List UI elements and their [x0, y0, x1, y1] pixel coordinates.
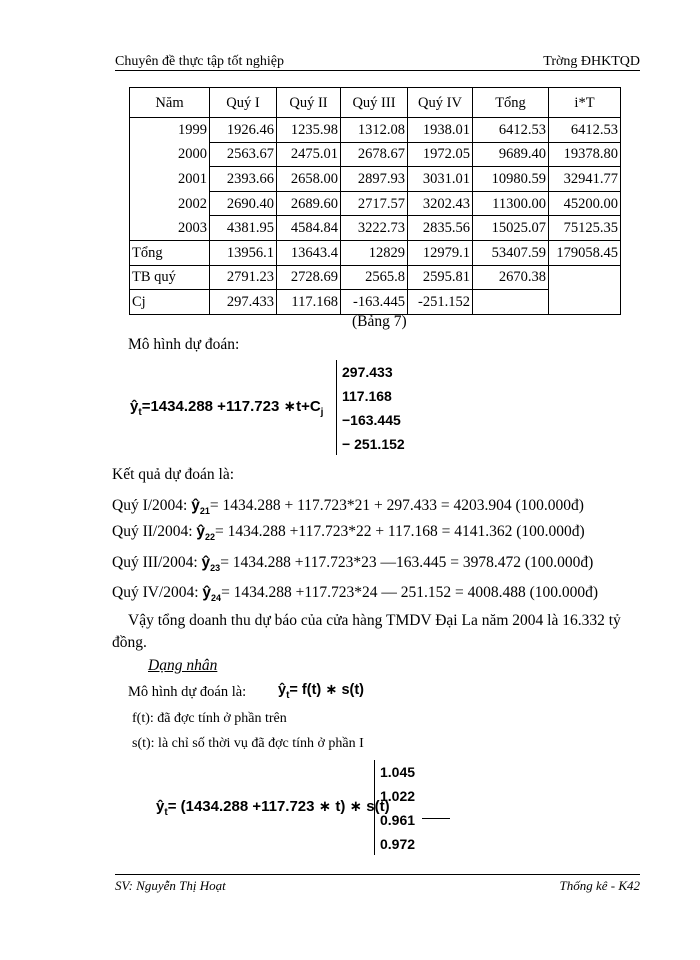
yhat-symbol: ŷ — [278, 682, 287, 698]
table-cell: 1972.05 — [408, 142, 473, 167]
table-cell: 12829 — [341, 240, 408, 265]
table-cell: Cj — [130, 290, 210, 315]
table-cell: 9689.40 — [473, 142, 549, 167]
result-q1: Quý I/2004: $ŷ_{21}= 1434.288 + 117.723*21 + 297.433 = 4203.904$ (100.000đ) — [112, 497, 584, 517]
case-value: 297.433 — [342, 364, 393, 380]
table-row — [130, 265, 621, 290]
ft-description: f(t): đã đợc tính ở phần trên — [132, 711, 287, 726]
conclusion-line-1: Vậy tổng doanh thu dự báo của cửa hàng TMDV Đại La năm 2004 là 16.332 tỷ — [128, 612, 621, 629]
col-header: i*T — [549, 88, 621, 118]
header-left: Chuyên đề thực tập tốt nghiệp — [115, 54, 284, 69]
table-cell: 2670.38 — [473, 265, 549, 290]
section-heading: Dạng nhân — [148, 657, 218, 674]
col-header: Quý IV — [408, 88, 473, 118]
table-cell: 2835.56 — [408, 216, 473, 241]
table-cell: -251.152 — [408, 290, 473, 315]
formula-text: =1434.288 +117.723 ∗t+C — [141, 398, 321, 415]
footer-rule — [115, 874, 640, 875]
result-expr: = 1434.288 +117.723*22 + 117.168 = 4141.362 (100.000đ) — [215, 523, 585, 540]
table-cell: 2728.69 — [277, 265, 341, 290]
table-header-row — [130, 88, 621, 118]
table-cell: 45200.00 — [549, 191, 621, 216]
formula-text: = (1434.288 +117.723 ∗ t) ∗ s(t) — [167, 798, 390, 815]
model-mult-title: Mô hình dự đoán là: — [128, 684, 247, 700]
c-subscript: j — [320, 407, 324, 418]
model-add-formula — [130, 397, 323, 418]
table-cell: 2658.00 — [277, 167, 341, 192]
result-q4: Quý IV/2004: $ŷ_{24}= 1434.288 +117.723*24$ — 251.152 = 4008.488 (100.000đ) — [112, 584, 599, 604]
case-value: −163.445 — [342, 412, 401, 428]
table-cell: 1938.01 — [408, 118, 473, 143]
table-cell: 117.168 — [277, 290, 341, 315]
header-rule — [115, 70, 640, 71]
table-row — [130, 216, 621, 241]
table-cell: 10980.59 — [473, 167, 549, 192]
table-cell: 2690.40 — [210, 191, 277, 216]
table-cell: 1999 — [130, 118, 210, 143]
table-cell: 2563.67 — [210, 142, 277, 167]
result-label: Quý III/2004: — [112, 554, 202, 571]
results-title: Kết quả dự đoán là: — [112, 466, 235, 483]
case-value: − 251.152 — [342, 436, 405, 452]
table-cell: 1312.08 — [341, 118, 408, 143]
yhat-subscript: t — [286, 689, 290, 701]
col-header: Quý III — [341, 88, 408, 118]
table-cell: 12979.1 — [408, 240, 473, 265]
yhat-symbol: ŷ — [156, 798, 165, 815]
yhat-subscript: t — [164, 807, 168, 818]
trailing-rule — [422, 818, 450, 819]
yhat-symbol: ŷ — [130, 398, 139, 415]
table-cell: 53407.59 — [473, 240, 549, 265]
table-cell: 11300.00 — [473, 191, 549, 216]
result-label: Quý I/2004: — [112, 497, 192, 514]
page-footer — [115, 878, 640, 894]
footer-left: SV: Nguyễn Thị Hoạt — [115, 878, 226, 893]
table-cell: TB quý — [130, 265, 210, 290]
table-cell: 2001 — [130, 167, 210, 192]
page-header — [115, 54, 640, 70]
result-expr: = 1434.288 + 117.723*21 + 297.433 = 4203.904 (100.000đ) — [209, 497, 584, 514]
table-cell: 1235.98 — [277, 118, 341, 143]
table-cell: 2000 — [130, 142, 210, 167]
table-cell: -163.445 — [341, 290, 408, 315]
case-value: 0.961 — [380, 812, 416, 828]
brace-add — [336, 360, 337, 455]
table-cell: 13956.1 — [210, 240, 277, 265]
table-cell: 2003 — [130, 216, 210, 241]
case-value: 1.045 — [380, 764, 416, 780]
table-cell: 32941.77 — [549, 167, 621, 192]
table-cell: 6412.53 — [473, 118, 549, 143]
cases-add — [342, 360, 405, 456]
case-value: 1.022 — [380, 788, 416, 804]
table-cell: 3222.73 — [341, 216, 408, 241]
result-expr: = 1434.288 +117.723*23 —163.445 = 3978.472 (100.000đ) — [220, 554, 594, 571]
table-row — [130, 167, 621, 192]
result-q2: Quý II/2004: $ŷ_{22}= 1434.288 +117.723*22 + 117.168 = 4141.362$ (100.000đ) — [112, 523, 585, 543]
table-cell: 2897.93 — [341, 167, 408, 192]
table-cell — [549, 265, 621, 314]
result-q3: Quý III/2004: $ŷ_{23}= 1434.288 +117.723*23$ —163.445 = 3978.472 (100.000đ) — [112, 554, 594, 574]
table-cell: 3031.01 — [408, 167, 473, 192]
model-mult-formula — [156, 797, 390, 818]
table-cell: 1926.46 — [210, 118, 277, 143]
result-sub: 23 — [210, 563, 221, 574]
table-cell: 13643.4 — [277, 240, 341, 265]
table-row — [130, 142, 621, 167]
table-cell: 75125.35 — [549, 216, 621, 241]
table-cell: 3202.43 — [408, 191, 473, 216]
table-cell: 2002 — [130, 191, 210, 216]
case-value: 117.168 — [342, 388, 392, 404]
table-cell: 4584.84 — [277, 216, 341, 241]
col-header: Tổng — [473, 88, 549, 118]
table-row — [130, 118, 621, 143]
table-row — [130, 240, 621, 265]
table-cell — [473, 290, 549, 315]
table-cell: 2791.23 — [210, 265, 277, 290]
conclusion-line-2: đồng. — [112, 634, 147, 651]
model-add-title: Mô hình dự đoán: — [128, 336, 240, 353]
col-header: Năm — [130, 88, 210, 118]
header-right: Trờng ĐHKTQD — [543, 54, 640, 69]
table-cell: 19378.80 — [549, 142, 621, 167]
yhat-subscript: t — [138, 407, 142, 418]
col-header: Quý I — [210, 88, 277, 118]
table-cell: 2475.01 — [277, 142, 341, 167]
table-cell: 297.433 — [210, 290, 277, 315]
model-mult-short — [278, 682, 364, 701]
table-cell: 2595.81 — [408, 265, 473, 290]
result-sub: 24 — [211, 593, 222, 604]
result-expr: = 1434.288 +117.723*24 — 251.152 = 4008.488 (100.000đ) — [221, 584, 599, 601]
table-cell: 6412.53 — [549, 118, 621, 143]
result-sub: 21 — [199, 506, 210, 517]
st-description: s(t): là chỉ số thời vụ đã đợc tính ở phần I — [132, 736, 364, 751]
footer-right: Thống kê - K42 — [559, 878, 640, 893]
table-cell: 2689.60 — [277, 191, 341, 216]
case-value: 0.972 — [380, 836, 416, 852]
table-cell: 4381.95 — [210, 216, 277, 241]
table-cell: 15025.07 — [473, 216, 549, 241]
result-label: Quý IV/2004: — [112, 584, 203, 601]
table-row — [130, 191, 621, 216]
data-table — [129, 87, 621, 315]
cases-mult — [380, 760, 415, 856]
table-cell: 179058.45 — [549, 240, 621, 265]
col-header: Quý II — [277, 88, 341, 118]
table-cell: 2393.66 — [210, 167, 277, 192]
table-cell: 2565.8 — [341, 265, 408, 290]
formula-text: = f(t) ∗ s(t) — [289, 682, 364, 698]
table-row — [130, 290, 621, 315]
table-cell: Tổng — [130, 240, 210, 265]
table-cell: 2678.67 — [341, 142, 408, 167]
result-sub: 22 — [205, 532, 216, 543]
brace-mult — [374, 760, 375, 855]
result-label: Quý II/2004: — [112, 523, 197, 540]
table-caption: (Bảng 7) — [352, 313, 407, 330]
table-cell: 2717.57 — [341, 191, 408, 216]
